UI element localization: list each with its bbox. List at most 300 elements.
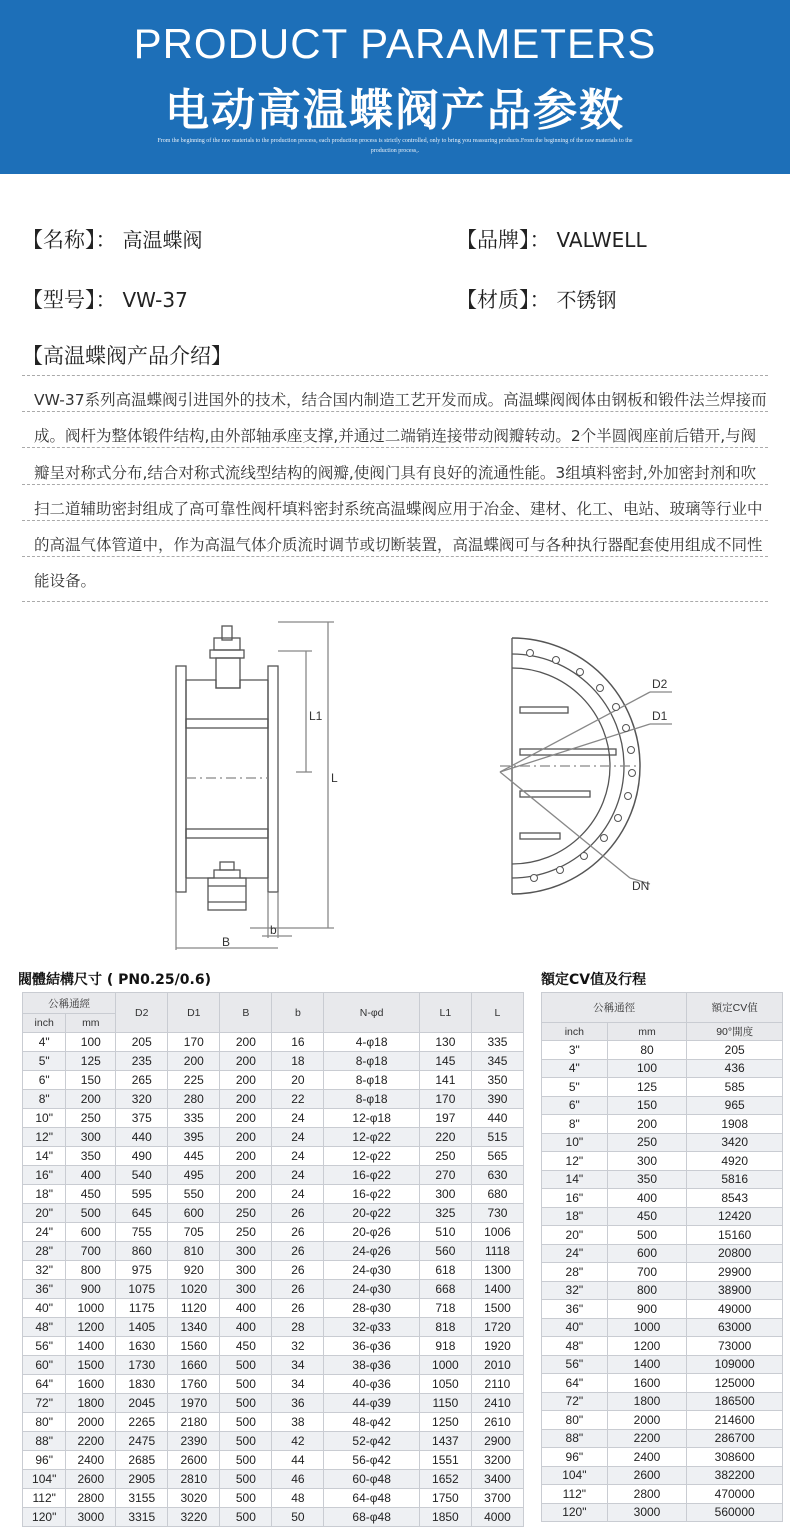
table-cell: 350 (607, 1170, 687, 1189)
table-cell: 680 (471, 1185, 523, 1204)
table-cell: 450 (607, 1207, 687, 1226)
table-cell: 34 (272, 1375, 324, 1394)
table-cell: 4" (23, 1033, 66, 1052)
table-cell: 96" (23, 1451, 66, 1470)
label-l: L (331, 771, 338, 785)
header-banner (0, 0, 790, 174)
table-cell: 1830 (116, 1375, 168, 1394)
table-cell: 104" (23, 1470, 66, 1489)
table-cell: 40" (542, 1318, 608, 1337)
table-cell: 1150 (419, 1394, 471, 1413)
table-cell: 818 (419, 1318, 471, 1337)
table-cell: 975 (116, 1261, 168, 1280)
table-cell: 1118 (471, 1242, 523, 1261)
dims-col-header: B (220, 993, 272, 1033)
table-cell: 48-φ42 (324, 1413, 419, 1432)
table-cell: 88" (23, 1432, 66, 1451)
table-cell: 88" (542, 1429, 608, 1448)
table-cell: 900 (66, 1280, 116, 1299)
table-row (542, 1170, 783, 1189)
spec-name (22, 224, 203, 254)
table-cell: 1050 (419, 1375, 471, 1394)
table-cell: 32-φ33 (324, 1318, 419, 1337)
table-row (23, 1147, 524, 1166)
table-row (23, 1432, 524, 1451)
table-row (542, 1411, 783, 1430)
table-cell: 618 (419, 1261, 471, 1280)
table-cell: 8-φ18 (324, 1090, 419, 1109)
table-cell: 2800 (607, 1485, 687, 1504)
table-cell: 200 (607, 1115, 687, 1134)
table-cell: 495 (168, 1166, 220, 1185)
table-row (23, 1318, 524, 1337)
table-cell: 300 (607, 1152, 687, 1171)
table-cell: 10" (23, 1109, 66, 1128)
table-cell: 29900 (687, 1263, 783, 1282)
table-cell: 600 (168, 1204, 220, 1223)
table-cell: 80" (542, 1411, 608, 1430)
dims-col-header: D1 (168, 993, 220, 1033)
table-cell: 200 (220, 1109, 272, 1128)
table-cell: 72" (542, 1392, 608, 1411)
table-cell: 40" (23, 1299, 66, 1318)
table-cell: 3000 (607, 1503, 687, 1522)
table-cell: 56" (542, 1355, 608, 1374)
banner-title-en: PRODUCT PARAMETERS (133, 20, 657, 67)
table-cell: 1750 (419, 1489, 471, 1508)
table-cell: 200 (220, 1185, 272, 1204)
table-row (23, 1090, 524, 1109)
table-row (542, 1078, 783, 1097)
table-cell: 200 (220, 1147, 272, 1166)
table-row (542, 1263, 783, 1282)
table-cell: 6" (542, 1096, 608, 1115)
table-cell: 900 (607, 1300, 687, 1319)
table-cell: 1400 (607, 1355, 687, 1374)
table-cell: 145 (419, 1052, 471, 1071)
dims-col-header: L1 (419, 993, 471, 1033)
table-cell: 325 (419, 1204, 471, 1223)
table-cell: 280 (168, 1090, 220, 1109)
table-cell: 200 (220, 1052, 272, 1071)
table-cell: 2265 (116, 1413, 168, 1432)
table-cell: 32" (23, 1261, 66, 1280)
table-cell: 38-φ36 (324, 1356, 419, 1375)
table-cell: 12" (23, 1128, 66, 1147)
table-cell: 1000 (607, 1318, 687, 1337)
table-cell: 700 (66, 1242, 116, 1261)
table-row (23, 1071, 524, 1090)
table-cell: 445 (168, 1147, 220, 1166)
table-cell: 56-φ42 (324, 1451, 419, 1470)
table-cell: 1020 (168, 1280, 220, 1299)
table-cell: 2110 (471, 1375, 523, 1394)
table-row (542, 1300, 783, 1319)
table-cell: 150 (66, 1071, 116, 1090)
table-cell: 1652 (419, 1470, 471, 1489)
table-cell: 470000 (687, 1485, 783, 1504)
table-cell: 1437 (419, 1432, 471, 1451)
table-cell: 8" (23, 1090, 66, 1109)
table-cell: 1500 (66, 1356, 116, 1375)
table-cell: 668 (419, 1280, 471, 1299)
table-cell: 286700 (687, 1429, 783, 1448)
divider (22, 447, 768, 448)
table-cell: 112" (542, 1485, 608, 1504)
table-cell: 300 (419, 1185, 471, 1204)
table-row (23, 1508, 524, 1527)
table-cell: 335 (471, 1033, 523, 1052)
table-cell: 46 (272, 1470, 324, 1489)
table-cell: 48" (23, 1318, 66, 1337)
table-cell: 395 (168, 1128, 220, 1147)
table-cell: 32 (272, 1337, 324, 1356)
table-cell: 2600 (607, 1466, 687, 1485)
table-cell: 2410 (471, 1394, 523, 1413)
table-cell: 2200 (607, 1429, 687, 1448)
table-row (23, 1128, 524, 1147)
table-cell: 1250 (419, 1413, 471, 1432)
table-cell: 197 (419, 1109, 471, 1128)
table-cell: 20-φ26 (324, 1223, 419, 1242)
table-row (23, 1242, 524, 1261)
table-row (542, 1466, 783, 1485)
table-cell: 96" (542, 1448, 608, 1467)
spec-name-value: 高温蝶阀 (122, 228, 203, 252)
table-cell: 920 (168, 1261, 220, 1280)
table-cell: 18" (23, 1185, 66, 1204)
table-row (23, 1261, 524, 1280)
cv-col-header: inch (542, 1023, 608, 1041)
table-cell: 1720 (471, 1318, 523, 1337)
table-cell: 1000 (66, 1299, 116, 1318)
table-cell: 3420 (687, 1133, 783, 1152)
table-cell: 560 (419, 1242, 471, 1261)
table-cell: 375 (116, 1109, 168, 1128)
banner-note: From the beginning of the raw materials to the production process, each production process is strictly controlled, only to bring you reassuring products.From the beginning of the raw materials to the production process,. (157, 138, 633, 154)
table-cell: 500 (220, 1413, 272, 1432)
table-cell: 20 (272, 1071, 324, 1090)
table-row (23, 1356, 524, 1375)
divider (22, 484, 768, 485)
table-cell: 1405 (116, 1318, 168, 1337)
table-cell: 26 (272, 1280, 324, 1299)
table-cell: 250 (220, 1223, 272, 1242)
table-row (542, 1133, 783, 1152)
table-cell: 24-φ26 (324, 1242, 419, 1261)
table-cell: 600 (66, 1223, 116, 1242)
dims-col-header: b (272, 993, 324, 1033)
table-cell: 436 (687, 1059, 783, 1078)
table-cell: 104" (542, 1466, 608, 1485)
table-cell: 1075 (116, 1280, 168, 1299)
table-row (23, 1413, 524, 1432)
table-cell: 718 (419, 1299, 471, 1318)
table-cell: 26 (272, 1261, 324, 1280)
table-cell: 500 (220, 1489, 272, 1508)
table-cell: 1730 (116, 1356, 168, 1375)
table-cell: 320 (116, 1090, 168, 1109)
table-cell: 141 (419, 1071, 471, 1090)
table-cell: 2475 (116, 1432, 168, 1451)
table-cell: 150 (607, 1096, 687, 1115)
table-cell: 400 (220, 1299, 272, 1318)
spec-brand-label: 【品牌】： (456, 228, 551, 252)
table-cell: 585 (687, 1078, 783, 1097)
table-cell: 3700 (471, 1489, 523, 1508)
table-cell: 1300 (471, 1261, 523, 1280)
label-dn: DN (632, 879, 650, 893)
cv-group-header: 公稱通徑 (542, 993, 687, 1023)
table-cell: 500 (66, 1204, 116, 1223)
table-row (23, 1375, 524, 1394)
table-row (23, 1470, 524, 1489)
table-cell: 60-φ48 (324, 1470, 419, 1489)
table-cell: 14" (542, 1170, 608, 1189)
table-cell: 64" (23, 1375, 66, 1394)
table-row (23, 1185, 524, 1204)
table-cell: 500 (220, 1432, 272, 1451)
table-cell: 235 (116, 1052, 168, 1071)
table-cell: 8-φ18 (324, 1052, 419, 1071)
spec-material-label: 【材质】： (456, 288, 551, 312)
spec-material-value: 不锈钢 (556, 288, 617, 312)
table-cell: 80" (23, 1413, 66, 1432)
table-cell: 18 (272, 1052, 324, 1071)
table-row (542, 1374, 783, 1393)
table-cell: 48" (542, 1337, 608, 1356)
table-cell: 300 (220, 1242, 272, 1261)
table-cell: 730 (471, 1204, 523, 1223)
spec-model-label: 【型号】： (22, 288, 117, 312)
table-cell: 2180 (168, 1413, 220, 1432)
table-cell: 200 (220, 1166, 272, 1185)
spec-brand (456, 224, 647, 254)
table-cell: 2810 (168, 1470, 220, 1489)
table-cell: 220 (419, 1128, 471, 1147)
table-cell: 2200 (66, 1432, 116, 1451)
table-cell: 550 (168, 1185, 220, 1204)
table-cell: 2900 (471, 1432, 523, 1451)
table-cell: 3" (542, 1041, 608, 1060)
table-cell: 270 (419, 1166, 471, 1185)
table-cell: 3220 (168, 1508, 220, 1527)
table-cell: 755 (116, 1223, 168, 1242)
table-cell: 630 (471, 1166, 523, 1185)
table-cell: 10" (542, 1133, 608, 1152)
table-cell: 860 (116, 1242, 168, 1261)
table-cell: 250 (607, 1133, 687, 1152)
spec-material (456, 284, 617, 314)
table-cell: 16" (542, 1189, 608, 1208)
table-cell: 20" (23, 1204, 66, 1223)
table-cell: 335 (168, 1109, 220, 1128)
table-row (542, 1096, 783, 1115)
table-cell: 15160 (687, 1226, 783, 1245)
cv-table-title: 額定CV值及行程 (541, 972, 647, 988)
table-cell: 2010 (471, 1356, 523, 1375)
table-cell: 24 (272, 1147, 324, 1166)
dims-col-header: mm (66, 1014, 116, 1033)
table-cell: 265 (116, 1071, 168, 1090)
table-cell: 36" (542, 1300, 608, 1319)
table-cell: 8-φ18 (324, 1071, 419, 1090)
table-cell: 1660 (168, 1356, 220, 1375)
dims-table-title: 閥體結構尺寸 ( PN0.25/0.6) (18, 972, 211, 988)
table-cell: 810 (168, 1242, 220, 1261)
table-cell: 20" (542, 1226, 608, 1245)
table-cell: 200 (220, 1090, 272, 1109)
divider (22, 411, 768, 412)
table-cell: 120" (542, 1503, 608, 1522)
table-cell: 2045 (116, 1394, 168, 1413)
table-cell: 64" (542, 1374, 608, 1393)
table-cell: 44-φ39 (324, 1394, 419, 1413)
table-cell: 200 (168, 1052, 220, 1071)
table-cell: 24" (23, 1223, 66, 1242)
dims-col-header: D2 (116, 993, 168, 1033)
table-cell: 24 (272, 1185, 324, 1204)
table-cell: 440 (116, 1128, 168, 1147)
table-cell: 1175 (116, 1299, 168, 1318)
table-cell: 5816 (687, 1170, 783, 1189)
table-cell: 5" (542, 1078, 608, 1097)
table-cell: 16-φ22 (324, 1166, 419, 1185)
table-cell: 14" (23, 1147, 66, 1166)
table-cell: 540 (116, 1166, 168, 1185)
divider (22, 520, 768, 521)
table-cell: 1800 (66, 1394, 116, 1413)
table-cell: 382200 (687, 1466, 783, 1485)
table-row (23, 1166, 524, 1185)
table-cell: 12420 (687, 1207, 783, 1226)
table-cell: 28" (23, 1242, 66, 1261)
spec-brand-value: VALWELL (556, 228, 647, 252)
table-row (23, 1033, 524, 1052)
table-cell: 2905 (116, 1470, 168, 1489)
table-row (23, 1489, 524, 1508)
table-cell: 24-φ30 (324, 1261, 419, 1280)
label-d1: D1 (652, 709, 668, 723)
table-cell: 18" (542, 1207, 608, 1226)
table-cell: 705 (168, 1223, 220, 1242)
table-cell: 64-φ48 (324, 1489, 419, 1508)
table-cell: 12" (542, 1152, 608, 1171)
table-row (542, 1429, 783, 1448)
table-row (542, 1337, 783, 1356)
table-cell: 205 (687, 1041, 783, 1060)
table-cell: 36" (23, 1280, 66, 1299)
table-cell: 4000 (471, 1508, 523, 1527)
table-cell: 500 (220, 1394, 272, 1413)
table-cell: 645 (116, 1204, 168, 1223)
table-cell: 16-φ22 (324, 1185, 419, 1204)
table-cell: 170 (168, 1033, 220, 1052)
table-row (23, 1451, 524, 1470)
dims-group-header: 公稱通經 (23, 993, 116, 1014)
table-cell: 300 (220, 1261, 272, 1280)
table-row (23, 1337, 524, 1356)
table-cell: 1120 (168, 1299, 220, 1318)
table-cell: 49000 (687, 1300, 783, 1319)
table-row (542, 1244, 783, 1263)
table-cell: 440 (471, 1109, 523, 1128)
table-cell: 3200 (471, 1451, 523, 1470)
table-cell: 26 (272, 1223, 324, 1242)
table-cell: 2600 (66, 1470, 116, 1489)
table-cell: 28-φ30 (324, 1299, 419, 1318)
table-row (542, 1226, 783, 1245)
table-cell: 800 (607, 1281, 687, 1300)
table-cell: 350 (66, 1147, 116, 1166)
table-cell: 1800 (607, 1392, 687, 1411)
table-cell: 24 (272, 1128, 324, 1147)
table-cell: 800 (66, 1261, 116, 1280)
table-cell: 2800 (66, 1489, 116, 1508)
table-cell: 308600 (687, 1448, 783, 1467)
table-cell: 20800 (687, 1244, 783, 1263)
table-cell: 44 (272, 1451, 324, 1470)
table-row (23, 1299, 524, 1318)
table-cell: 4" (542, 1059, 608, 1078)
table-row (23, 1394, 524, 1413)
label-l1: L1 (309, 709, 323, 723)
table-cell: 12-φ18 (324, 1109, 419, 1128)
table-row (23, 1109, 524, 1128)
table-cell: 225 (168, 1071, 220, 1090)
table-cell: 4-φ18 (324, 1033, 419, 1052)
table-cell: 450 (220, 1337, 272, 1356)
divider (22, 375, 768, 376)
table-cell: 125 (607, 1078, 687, 1097)
spec-model (22, 284, 188, 314)
table-cell: 68-φ48 (324, 1508, 419, 1527)
table-cell: 1630 (116, 1337, 168, 1356)
table-row (542, 1355, 783, 1374)
table-cell: 40-φ36 (324, 1375, 419, 1394)
table-cell: 112" (23, 1489, 66, 1508)
table-row (542, 1207, 783, 1226)
cv-col-header: 90°開度 (687, 1023, 783, 1041)
table-cell: 8543 (687, 1189, 783, 1208)
table-cell: 965 (687, 1096, 783, 1115)
divider (22, 556, 768, 557)
table-cell: 1600 (607, 1374, 687, 1393)
table-row (542, 1485, 783, 1504)
table-cell: 1200 (607, 1337, 687, 1356)
table-cell: 2600 (168, 1451, 220, 1470)
table-row (542, 1281, 783, 1300)
table-cell: 2390 (168, 1432, 220, 1451)
table-cell: 1560 (168, 1337, 220, 1356)
table-row (542, 1448, 783, 1467)
table-cell: 72" (23, 1394, 66, 1413)
table-cell: 560000 (687, 1503, 783, 1522)
banner-title-cn: 电动高温蝶阀产品参数 (165, 85, 625, 136)
table-cell: 4920 (687, 1152, 783, 1171)
table-cell: 2400 (66, 1451, 116, 1470)
table-cell: 250 (66, 1109, 116, 1128)
table-cell: 490 (116, 1147, 168, 1166)
table-cell: 28" (542, 1263, 608, 1282)
table-cell: 12-φ22 (324, 1147, 419, 1166)
table-cell: 100 (607, 1059, 687, 1078)
label-b-small: b (270, 923, 277, 937)
table-cell: 515 (471, 1128, 523, 1147)
table-cell: 16" (23, 1166, 66, 1185)
table-cell: 200 (66, 1090, 116, 1109)
table-cell: 300 (220, 1280, 272, 1299)
